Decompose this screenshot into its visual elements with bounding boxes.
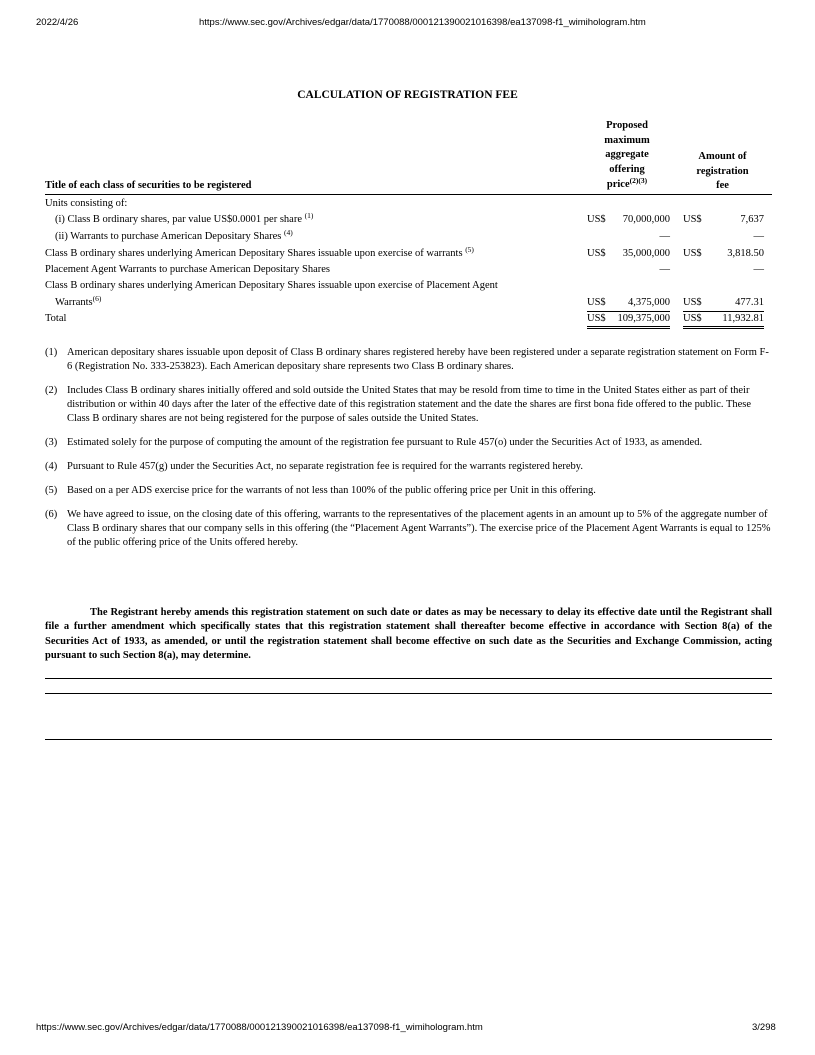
row-currency: US$ <box>587 214 606 225</box>
divider <box>45 739 772 740</box>
row-currency: US$ <box>587 248 606 259</box>
footnote-number: (4) <box>45 461 58 472</box>
col-header-proposed-line <box>587 175 667 193</box>
footnote <box>45 484 772 498</box>
row-currency: US$ <box>587 313 606 324</box>
row-fee: — <box>753 264 764 275</box>
row-desc <box>55 228 293 245</box>
print-page-number: 3/298 <box>752 1022 776 1033</box>
table-row <box>45 262 772 277</box>
col-header-fee-line: fee <box>716 180 729 192</box>
footnote <box>45 384 772 426</box>
footnote-number: (2) <box>45 385 58 396</box>
footnote-number: (3) <box>45 437 58 448</box>
footnote <box>45 460 772 474</box>
footnote <box>45 436 772 450</box>
col-header-fee-line: Amount of <box>698 151 747 162</box>
footnote-text: Includes Class B ordinary shares initially offered and sold outside the United States that may be resold from time to time in the United States either as part of their distribution or within 40 days after the later of the effective date of this registration statement and the date the shares are first bona fide offered to the public. These Class B ordinary shares are not being registered for the purpose of sales outside the United States. <box>67 385 752 424</box>
footnote-text: Estimated solely for the purpose of computing the amount of the registration fee pursuant to Rule 457(o) under the Securities Act of 1933, as amended. <box>67 437 703 448</box>
table-row <box>45 245 772 262</box>
row-currency: US$ <box>587 297 606 308</box>
row-currency: US$ <box>683 297 702 308</box>
print-footer-url: https://www.sec.gov/Archives/edgar/data/1770088/000121390021016398/ea137098-f1_wimihologram.htm <box>36 1022 483 1033</box>
col-header-proposed-line: Proposed <box>606 120 648 131</box>
row-offering-price: 35,000,000 <box>622 248 670 259</box>
col-header-proposed-line: aggregate <box>605 149 649 161</box>
header-rule <box>45 194 772 195</box>
footnote-text: Based on a per ADS exercise price for the warrants of not less than 100% of the public offering price per Unit in this offering. <box>67 485 596 496</box>
footnote-ref: (4) <box>284 228 293 237</box>
table-row <box>45 277 772 294</box>
table-row <box>45 294 772 311</box>
row-currency: US$ <box>683 248 702 259</box>
table-row-total <box>45 311 772 326</box>
table-row <box>45 228 772 245</box>
row-desc: Placement Agent Warrants to purchase American Depositary Shares <box>45 264 330 275</box>
col-header-proposed-line: offering <box>609 164 645 176</box>
footnote-ref: (5) <box>465 245 474 254</box>
row-currency: US$ <box>683 313 702 324</box>
row-desc <box>55 211 313 228</box>
footnote <box>45 508 772 550</box>
row-desc <box>55 294 101 311</box>
row-desc-text: Warrants <box>55 297 93 308</box>
footnote-text: American depositary shares issuable upon deposit of Class B ordinary shares registered hereby have been registered under a separate registration statement on Form F-6 (Registration No. 333-253823). Each American depositary share represents two Class B ordinary shares. <box>67 347 769 372</box>
row-desc-text: (i) Class B ordinary shares, par value US$0.0001 per share <box>55 214 305 225</box>
row-fee: — <box>753 231 764 242</box>
row-desc: Class B ordinary shares underlying American Depositary Shares issuable upon exercise of Placement Agent <box>45 280 498 291</box>
table-row <box>45 211 772 228</box>
row-fee: 3,818.50 <box>727 248 764 259</box>
footnote-number: (1) <box>45 347 58 358</box>
col-header-fee <box>685 150 760 194</box>
total-offering-price: 109,375,000 <box>617 313 670 324</box>
col-header-fee-line: registration <box>696 165 749 177</box>
divider <box>45 693 772 694</box>
footnote-ref: (6) <box>92 294 102 303</box>
row-currency: US$ <box>683 214 702 225</box>
table-row <box>45 196 772 211</box>
page-title: CALCULATION OF REGISTRATION FEE <box>297 89 518 101</box>
row-desc-text: Class B ordinary shares underlying American Depositary Shares issuable upon exercise of warrants <box>45 248 466 259</box>
footnotes <box>45 346 772 560</box>
footnote-text: Pursuant to Rule 457(g) under the Securities Act, no separate registration fee is required for the warrants registered hereby. <box>67 461 583 472</box>
table-header <box>45 118 772 193</box>
col-header-proposed <box>587 119 667 193</box>
print-header-url: https://www.sec.gov/Archives/edgar/data/1770088/000121390021016398/ea137098-f1_wimihologram.htm <box>199 17 646 28</box>
row-offering-price: 70,000,000 <box>622 214 670 225</box>
row-offering-price: — <box>659 264 670 275</box>
footnote-number: (6) <box>45 509 58 520</box>
row-desc <box>45 245 474 262</box>
row-offering-price: 4,375,000 <box>628 297 670 308</box>
col-header-title: Title of each class of securities to be registered <box>45 180 252 191</box>
row-offering-price: — <box>659 231 670 242</box>
total-fee: 11,932.81 <box>722 313 764 324</box>
col-header-proposed-line: maximum <box>604 134 650 146</box>
row-fee: 477.31 <box>735 297 764 308</box>
footnote-ref: (1) <box>304 211 314 220</box>
registration-fee-table <box>45 118 772 324</box>
print-date: 2022/4/26 <box>36 17 79 28</box>
col-header-proposed-price: price <box>606 178 630 190</box>
row-desc-text: (ii) Warrants to purchase American Depositary Shares <box>55 231 285 242</box>
footnote-number: (5) <box>45 485 58 496</box>
footnote-text: We have agreed to issue, on the closing date of this offering, warrants to the representatives of the placement agents in an amount up to 5% of the aggregate number of Class B ordinary shares that our company sells in this offering (the “Placement Agent Warrants”). The exercise price of the Placement Agent Warrants is equal to 125% of the public offering price of the Units offered hereby. <box>67 509 771 548</box>
row-fee: 7,637 <box>740 214 764 225</box>
footnote <box>45 346 772 374</box>
row-desc: Total <box>45 313 67 324</box>
footnote-ref: (2)(3) <box>629 175 648 185</box>
divider <box>45 678 772 679</box>
delaying-amendment-undertaking: The Registrant hereby amends this registration statement on such date or dates as may be necessary to delay its effective date until the Registrant shall file a further amendment which specifically states that this registration statement shall thereafter become effective in accordance with Section 8(a) of the Securities Act of 1933, as amended, or until the registration statement shall become effective on such date as the Securities and Exchange Commission, acting pursuant to such Section 8(a), may determine. <box>45 607 772 662</box>
row-desc: Units consisting of: <box>45 198 128 209</box>
